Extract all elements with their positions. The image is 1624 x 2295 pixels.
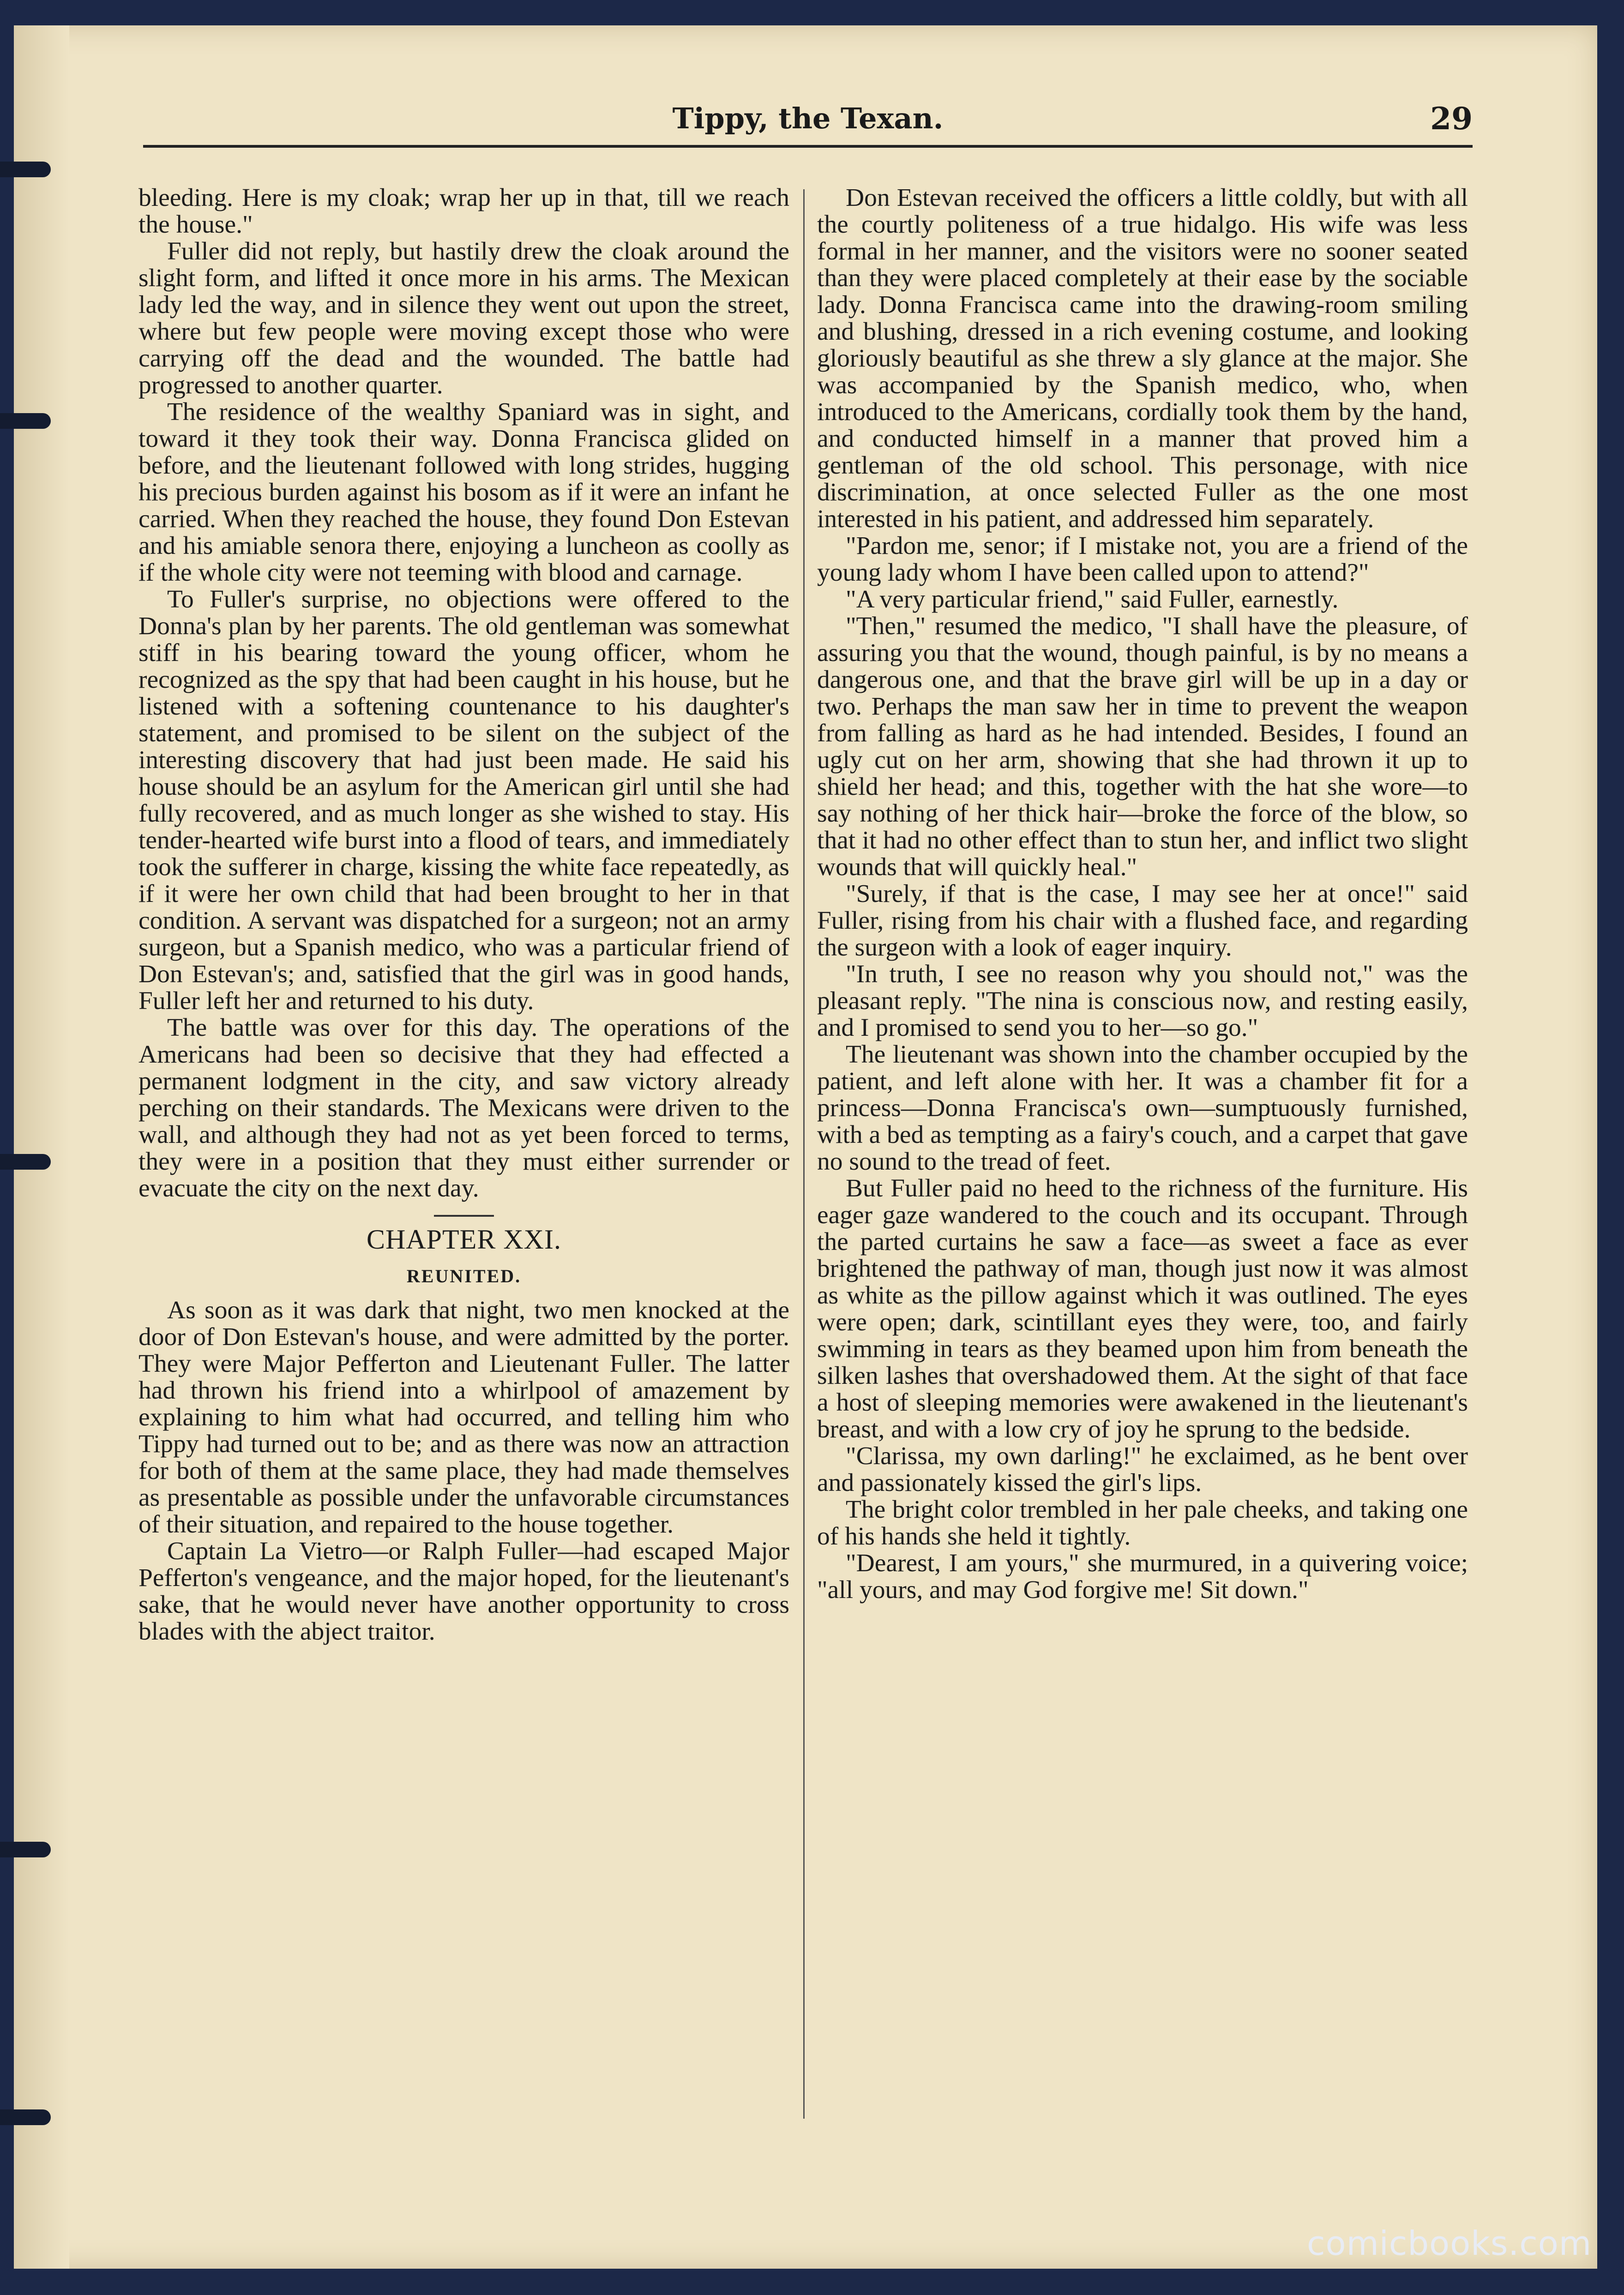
paragraph: "A very particular friend," said Fuller, earnestly.: [846, 585, 1339, 613]
paragraph: "Clarissa, my own darling!" he exclaimed, as he bent over and passionately kissed the girl's lips.: [817, 1442, 1468, 1497]
binding-staple: [0, 162, 51, 177]
paragraph: "Pardon me, senor; if I mistake not, you are a friend of the young lady whom I have been called upon to attend?": [817, 532, 1468, 587]
paragraph: The battle was over for this day. The operations of the Americans had been so decisive that they had effected a permanent lodgment in the city, and saw victory already perching on their standards. The Mexicans were driven to the wall, and although they had not as yet been forced to terms, they were in a position that they must either surrender or evacuate the city on the next day.: [138, 1014, 789, 1202]
binding-staple: [0, 2109, 51, 2125]
paragraph: The bright color trembled in her pale cheeks, and taking one of his hands she held it tightly.: [817, 1496, 1468, 1550]
running-header: [143, 83, 1473, 148]
page-gutter: [14, 25, 69, 2269]
right-column: [817, 185, 1468, 1604]
running-title: Tippy, the Texan.: [672, 102, 944, 135]
paragraph: Fuller did not reply, but hastily drew the cloak around the slight form, and lifted it once more in his arms. The Mexican lady led the way, and in silence they went out upon the street, where but few people were moving except those who were carrying off the dead and the wounded. The battle had progressed to another quarter.: [138, 237, 789, 399]
page-number: 29: [1430, 101, 1473, 137]
chapter-title: CHAPTER XXI.: [366, 1224, 561, 1255]
paragraph: bleeding. Here is my cloak; wrap her up in that, till we reach the house.": [138, 184, 789, 239]
binding-staple: [0, 413, 51, 429]
paragraph: Captain La Vietro—or Ralph Fuller—had escaped Major Pefferton's vengeance, and the major hoped, for the lieutenant's sake, that he would never have another opportunity to cross blades with the abject traitor.: [138, 1537, 789, 1646]
paragraph: To Fuller's surprise, no objections were offered to the Donna's plan by her parents. The old gentleman was somewhat stiff in his bearing toward the young officer, whom he recognized as the spy that had been caught in his house, but he listened with a softening countenance to his daughter's statement, and promised to be silent on the subject of the interesting discovery that had just been made. He said his house should be an asylum for the American girl until she had fully recovered, and as much longer as she wished to stay. His tender-hearted wife burst into a flood of tears, and immediately took the sufferer in charge, kissing the white face repeatedly, as if it were her own child that had been brought to her in that condition. A servant was dispatched for a surgeon; not an army surgeon, but a Spanish medico, who was a particular friend of Don Estevan's; and, satisfied that the girl was in good hands, Fuller left her and returned to his duty.: [138, 585, 789, 1015]
left-column: [138, 185, 789, 1645]
paragraph: "Dearest, I am yours," she murmured, in a quivering voice; "all yours, and may God forgive me! Sit down.": [817, 1549, 1468, 1604]
paragraph: "Surely, if that is the case, I may see her at once!" said Fuller, rising from his chair with a flushed face, and regarding the surgeon with a look of eager inquiry.: [817, 880, 1468, 961]
site-watermark: comicbooks.com: [1306, 2224, 1592, 2263]
header-rule: [143, 145, 1473, 148]
chapter-rule: [434, 1215, 494, 1217]
paragraph: The residence of the wealthy Spaniard was in sight, and toward it they took their way. Donna Francisca glided on before, and the lieutenant followed with long strides, hugging his precious burden against his bosom as if it were an infant he carried. When they reached the house, they found Don Estevan and his amiable senora there, enjoying a luncheon as coolly as if the whole city were not teeming with blood and carnage.: [138, 398, 789, 587]
paragraph: As soon as it was dark that night, two men knocked at the door of Don Estevan's house, and were admitted by the porter. They were Major Pefferton and Lieutenant Fuller. The latter had thrown his friend into a whirlpool of amazement by explaining to him what had occurred, and telling him who Tippy had turned out to be; and as there was now an attraction for both of them at the same place, they had made themselves as presentable as possible under the unfavorable circumstances of their situation, and repaired to the house together.: [138, 1296, 789, 1538]
column-divider: [803, 189, 805, 2119]
binding-staple: [0, 1154, 51, 1170]
paragraph: "Then," resumed the medico, "I shall have the pleasure, of assuring you that the wound, though painful, is by no means a dangerous one, and that the brave girl will be up in a day or two. Perhaps the man saw her in time to prevent the weapon from falling as hard as he had intended. Besides, I found an ugly cut on her arm, showing that she had thrown it up to shield her head; and this, together with the hat she wore—to say nothing of her thick hair—broke the force of the blow, so that it had no other effect than to stun her, and inflict two slight wounds that will quickly heal.": [817, 612, 1468, 881]
chapter-subtitle: REUNITED.: [406, 1266, 522, 1286]
paragraph: The lieutenant was shown into the chamber occupied by the patient, and left alone with her. It was a chamber fit for a princess—Donna Francisca's own—sumptuously furnished, with a bed as tempting as a fairy's couch, and a carpet that gave no sound to the tread of feet.: [817, 1040, 1468, 1176]
paragraph: "In truth, I see no reason why you should not," was the pleasant reply. "The nina is conscious now, and resting easily, and I promised to send you to her—so go.": [817, 960, 1468, 1042]
paragraph: Don Estevan received the officers a little coldly, but with all the courtly politeness of a true hidalgo. His wife was less formal in her manner, and the visitors were no sooner seated than they were placed completely at their ease by the sociable lady. Donna Francisca came into the drawing-room smiling and blushing, dressed in a rich evening costume, and looking gloriously beautiful as she threw a sly glance at the major. She was accompanied by the Spanish medico, who, when introduced to the Americans, cordially took them by the hand, and conducted himself in a manner that proved him a gentleman of the old school. This personage, with nice discrimination, at once selected Fuller as the one most interested in his patient, and addressed him separately.: [817, 184, 1468, 533]
paragraph: But Fuller paid no heed to the richness of the furniture. His eager gaze wandered to the couch and its occupant. Through the parted curtains he saw a face—as sweet a face as ever brightened the pathway of man, though just now it was almost as white as the pillow against which it was outlined. The eyes were open; dark, scintillant eyes they were, too, and fairly swimming in tears as they beamed upon him from beneath the silken lashes that overshadowed them. At the sight of that face a host of sleeping memories were awakened in the lieutenant's breast, and with a low cry of joy he sprung to the bedside.: [817, 1174, 1468, 1443]
binding-staple: [0, 1842, 51, 1857]
